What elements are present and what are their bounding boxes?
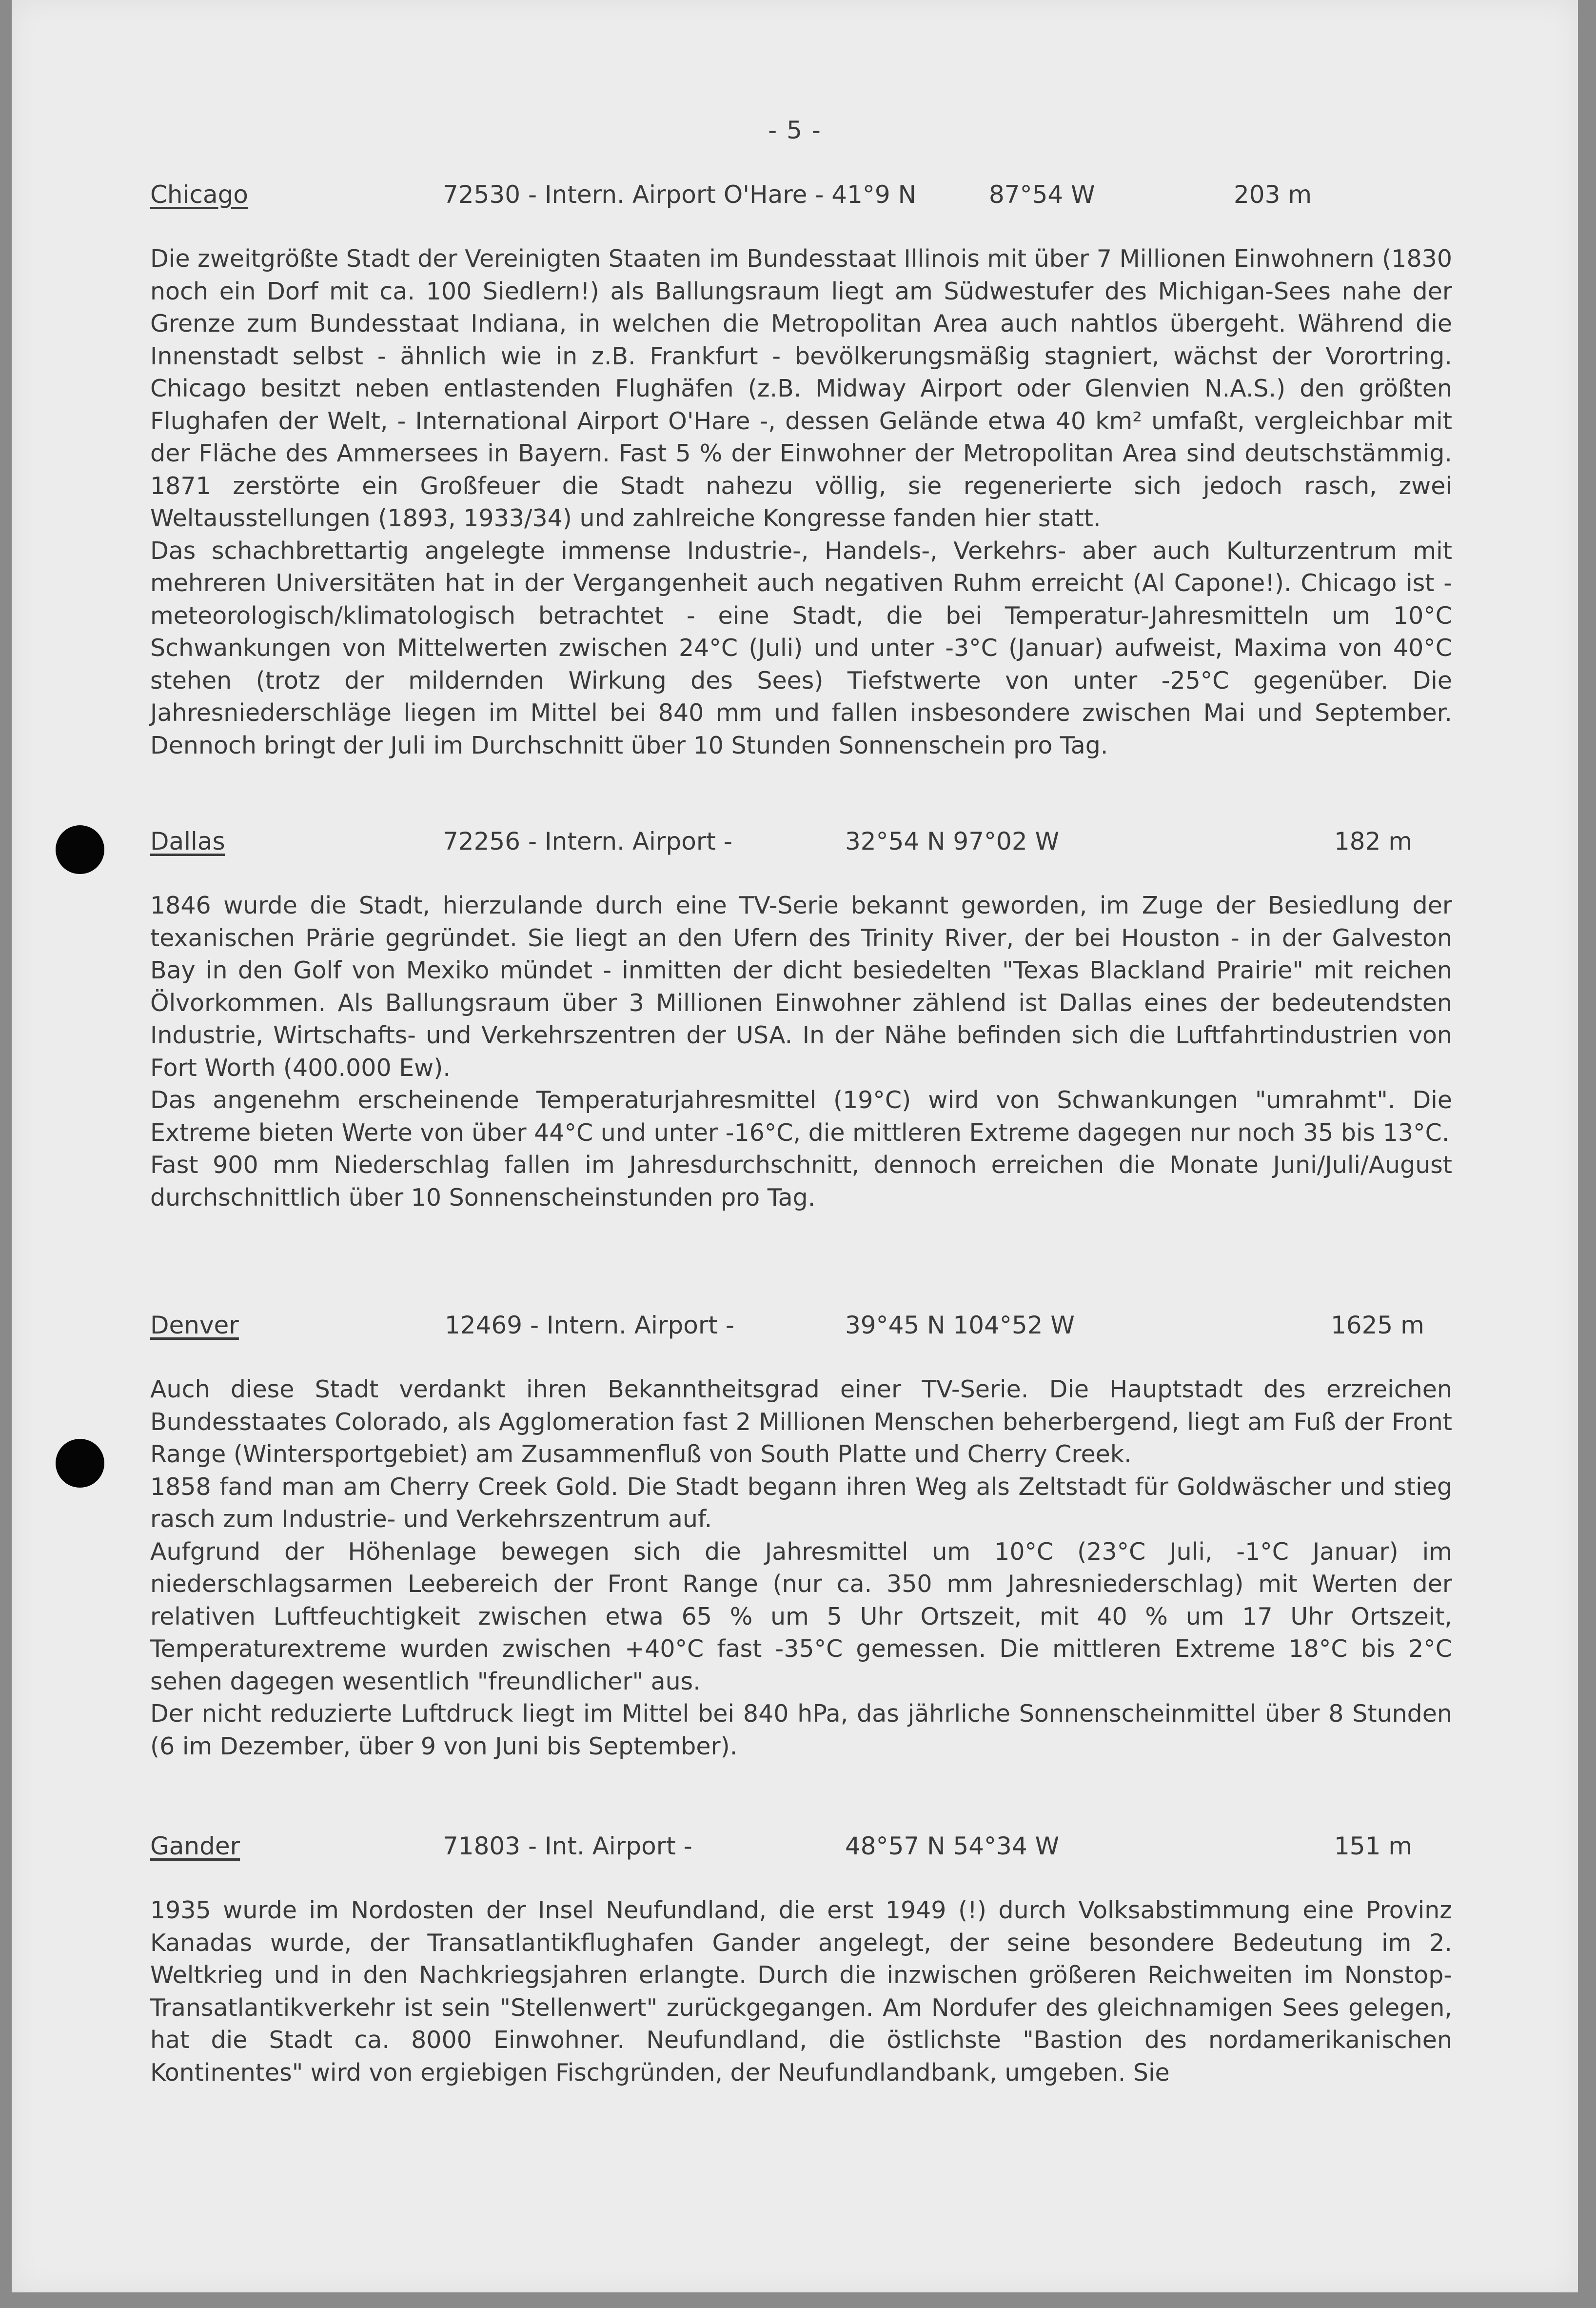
station-info: 72530 - Intern. Airport O'Hare - 41°9 N (443, 180, 916, 209)
paragraph: Auch diese Stadt verdankt ihren Bekanntheitsgrad einer TV-Serie. Die Hauptstadt des erzreichen Bundesstaates Colorado, als Agglomeration fast 2 Millionen Menschen beherbergend, liegt am Fuß der Front Range (Wintersportgebiet) am Zusammenfluß von South Platte und Cherry Creek. (150, 1375, 1452, 1468)
page-number: - 5 - (768, 116, 822, 144)
entry-header (150, 827, 1452, 866)
entry-header (150, 1311, 1452, 1350)
elevation: 203 m (1234, 180, 1312, 209)
entry-body (150, 1894, 1452, 2089)
city-name: Chicago (150, 180, 248, 209)
paragraph: Der nicht reduzierte Luftdruck liegt im Mittel bei 840 hPa, das jährliche Sonnenscheinmittel über 8 Stunden (6 im Dezember, über 9 von Juni bis September). (150, 1700, 1452, 1760)
city-name: Denver (150, 1311, 239, 1339)
station-info: 71803 - Int. Airport - (443, 1832, 692, 1860)
station-info: 72256 - Intern. Airport - (443, 827, 732, 856)
paragraph: Das angenehm erscheinende Temperaturjahresmittel (19°C) wird von Schwankungen "umrahmt". Die Extreme bieten Werte von über 44°C und unter -16°C, die mittleren Extreme dagegen nur noch 35 bis 13°C. (150, 1086, 1452, 1147)
entry-body (150, 1373, 1452, 1763)
coordinates: 39°45 N 104°52 W (845, 1311, 1075, 1339)
punch-hole (56, 1439, 104, 1488)
entry-header (150, 1832, 1452, 1871)
entry-denver (150, 1311, 1452, 1763)
entry-chicago (150, 180, 1452, 762)
coordinates: 32°54 N 97°02 W (845, 827, 1060, 856)
elevation: 1625 m (1331, 1311, 1424, 1339)
elevation: 182 m (1334, 827, 1413, 856)
elevation: 151 m (1334, 1832, 1413, 1860)
paragraph: 1846 wurde die Stadt, hierzulande durch eine TV-Serie bekannt geworden, im Zuge der Besiedlung der texanischen Prärie gegründet. Sie liegt an den Ufern des Trinity River, der bei Houston - in der Galveston Bay in den Golf von Mexiko mündet - inmitten der dicht besiedelten "Texas Blackland Prairie" mit reichen Ölvorkommen. Als Ballungsraum über 3 Millionen Einwohner zählend ist Dallas eines der bedeutendsten Industrie, Wirtschafts- und Verkehrszentren der USA. In der Nähe befinden sich die Luftfahrtindustrien von Fort Worth (400.000 Ew). (150, 892, 1452, 1082)
coordinates: 87°54 W (989, 180, 1095, 209)
paragraph: 1935 wurde im Nordosten der Insel Neufundland, die erst 1949 (!) durch Volksabstimmung eine Provinz Kanadas wurde, der Transatlantikflughafen Gander angelegt, der seine besondere Bedeutung im 2. Weltkrieg und in den Nachkriegsjahren erlangte. Durch die inzwischen größeren Reichweiten im Nonstop-Transatlantikverkehr ist sein "Stellenwert" zurückgegangen. Am Nordufer des gleichnamigen Sees gelegen, hat die Stadt ca. 8000 Einwohner. Neufundland, die östlichste "Bastion des nordamerikanischen Kontinentes" wird von ergiebigen Fischgründen, der Neufundlandbank, umgeben. Sie (150, 1896, 1452, 2087)
station-info: 12469 - Intern. Airport - (445, 1311, 734, 1339)
document-page (12, 0, 1578, 2292)
punch-hole (56, 825, 104, 874)
paragraph: Die zweitgrößte Stadt der Vereinigten Staaten im Bundesstaat Illinois mit über 7 Millionen Einwohnern (1830 noch ein Dorf mit ca. 100 Siedlern!) als Ballungsraum liegt am Südwestufer des Michigan-Sees nahe der Grenze zum Bundesstaat Indiana, in welchen die Metropolitan Area auch nahtlos übergeht. Während die Innenstadt selbst - ähnlich wie in z.B. Frankfurt - bevölkerungsmäßig stagniert, wächst der Vorortring. Chicago besitzt neben entlastenden Flughäfen (z.B. Midway Airport oder Glenvien N.A.S.) den größten Flughafen der Welt, - International Airport O'Hare -, dessen Gelände etwa 40 km² umfaßt, vergleichbar mit der Fläche des Ammersees in Bayern. Fast 5 % der Einwohner der Metropolitan Area sind deutschstämmig. 1871 zerstörte ein Großfeuer die Stadt nahezu völlig, sie regenerierte sich jedoch rasch, zwei Weltausstellungen (1893, 1933/34) und zahlreiche Kongresse fanden hier statt. (150, 245, 1452, 532)
paragraph: Fast 900 mm Niederschlag fallen im Jahresdurchschnitt, dennoch erreichen die Monate Juni/Juli/August durchschnittlich über 10 Sonnenscheinstunden pro Tag. (150, 1151, 1452, 1212)
paragraph: Das schachbrettartig angelegte immense Industrie-, Handels-, Verkehrs- aber auch Kulturzentrum mit mehreren Universitäten hat in der Vergangenheit auch negativen Ruhm erreicht (Al Capone!). Chicago ist - meteorologisch/klimatologisch betrachtet - eine Stadt, die bei Temperatur-Jahresmitteln um 10°C Schwankungen von Mittelwerten zwischen 24°C (Juli) und unter -3°C (Januar) aufweist, Maxima von 40°C stehen (trotz der mildernden Wirkung des Sees) Tiefstwerte von unter -25°C gegenüber. Die Jahresniederschläge liegen im Mittel bei 840 mm und fallen insbesondere zwischen Mai und September. Dennoch bringt der Juli im Durchschnitt über 10 Stunden Sonnenschein pro Tag. (150, 537, 1452, 759)
coordinates: 48°57 N 54°34 W (845, 1832, 1060, 1860)
paragraph: 1858 fand man am Cherry Creek Gold. Die Stadt begann ihren Weg als Zeltstadt für Goldwäscher und stieg rasch zum Industrie- und Verkehrszentrum auf. (150, 1472, 1452, 1533)
paragraph: Aufgrund der Höhenlage bewegen sich die Jahresmittel um 10°C (23°C Juli, -1°C Januar) im niederschlagsarmen Leebereich der Front Range (nur ca. 350 mm Jahresniederschlag) mit Werten der relativen Luftfeuchtigkeit zwischen etwa 65 % um 5 Uhr Ortszeit, mit 40 % um 17 Uhr Ortszeit, Temperaturextreme wurden zwischen +40°C fast -35°C gemessen. Die mittleren Extreme 18°C bis 2°C sehen dagegen wesentlich "freundlicher" aus. (150, 1537, 1452, 1695)
city-name: Dallas (150, 827, 225, 856)
entry-body (150, 243, 1452, 762)
entry-body (150, 890, 1452, 1214)
city-name: Gander (150, 1832, 240, 1860)
entry-gander (150, 1832, 1452, 2089)
entry-header (150, 180, 1452, 219)
entry-dallas (150, 827, 1452, 1214)
